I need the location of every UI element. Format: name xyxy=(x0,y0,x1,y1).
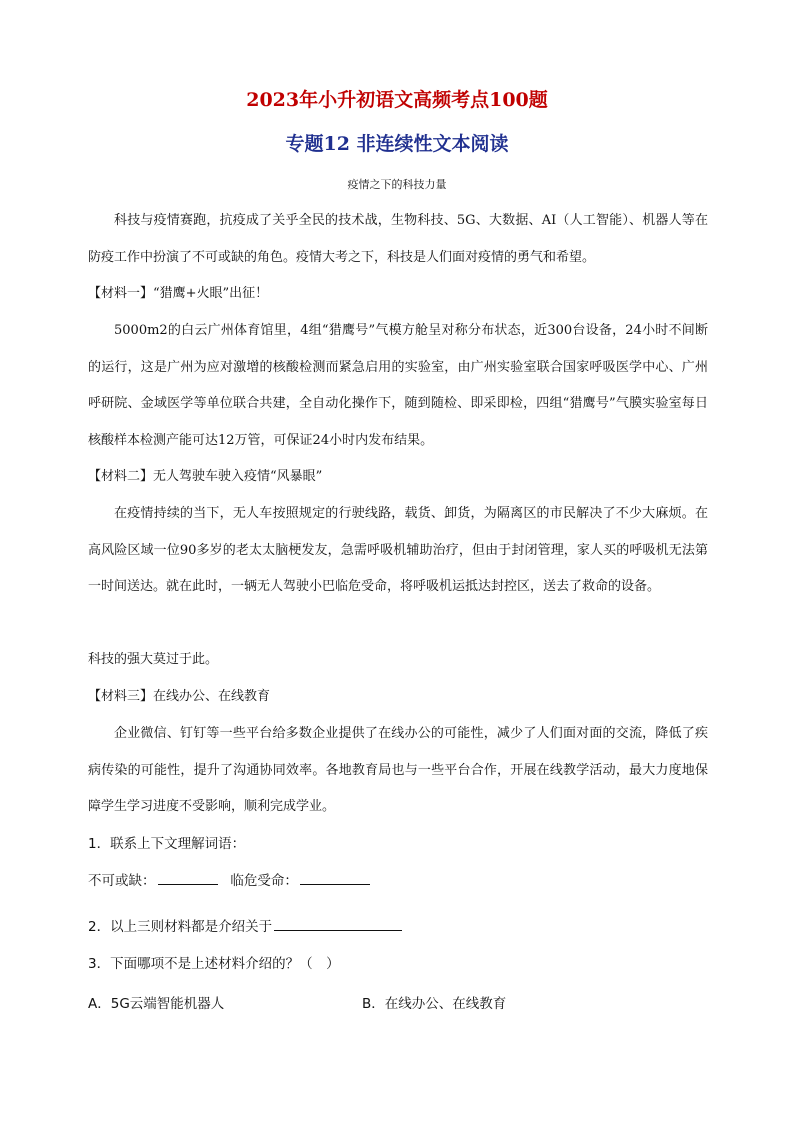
question-3-option-b[interactable]: B．在线办公、在线教育 xyxy=(362,996,507,1012)
question-1-prompt: 1．联系上下文理解词语： xyxy=(88,836,246,852)
question-3-prompt: 3．下面哪项不是上述材料介绍的？（ ） xyxy=(88,956,340,972)
material1-body: 5000m2的白云广州体育馆里，4组“猎鹰号”气模方舱呈对称分布状态，近300台设备，24小时不间断的运行，这是广州为应对激增的核酸检测而紧急启用的实验室，由广州实验室联合国家呼吸医学中心、广州呼研院、金域医学等单位联合共建，全自动化操作下，随到随检、即采即检，四组“猎鹰号”气膜实验室每日核酸样本检测产能可达12万管，可保证24小时内发布结果。 xyxy=(88,323,708,448)
document-subtitle: 专题12 非连续性文本阅读 xyxy=(285,133,509,155)
material1-heading: 【材料一】“猎鹰+火眼”出征！ xyxy=(88,286,269,301)
passage-intro: 科技与疫情赛跑，抗疫成了关乎全民的技术战，生物科技、5G、大数据、AI（人工智能）、机器人等在防疫工作中扮演了不可或缺的角色。疫情大考之下，科技是人们面对疫情的勇气和希望。 xyxy=(88,213,708,265)
question-1-answers xyxy=(88,863,708,900)
question-2-prompt: 2．以上三则材料都是介绍关于 xyxy=(88,919,273,935)
term-2-label: 临危受命： xyxy=(230,873,298,889)
material3-heading: 【材料三】在线办公、在线教育 xyxy=(88,689,271,704)
material2-heading: 【材料二】无人驾驶车驶入疫情“风暴眼” xyxy=(88,469,323,484)
term-2-answer-blank[interactable] xyxy=(300,870,370,885)
passage-title: 疫情之下的科技力量 xyxy=(347,178,447,191)
question-2-answer-blank[interactable] xyxy=(274,916,402,931)
document-title: 2023年小升初语文高频考点100题 xyxy=(246,89,548,111)
term-1-label: 不可或缺： xyxy=(88,873,156,889)
material2-body: 在疫情持续的当下，无人车按照规定的行驶线路，载货、卸货，为隔离区的市民解决了不少大麻烦。在高风险区域一位90多岁的老太太脑梗发友，急需呼吸机辅助治疗，但由于封闭管理，家人买的呼吸机无法第一时间送达。就在此时，一辆无人驾驶小巴临危受命，将呼吸机运抵达封控区，送去了救命的设备。 xyxy=(88,506,708,594)
material2-closing: 科技的强大莫过于此。 xyxy=(88,652,219,667)
question-3-option-a[interactable]: A．5G云端智能机器人 xyxy=(88,996,225,1012)
question-2 xyxy=(88,909,708,946)
term-1-answer-blank[interactable] xyxy=(158,870,218,885)
material3-body: 企业微信、钉钉等一些平台给多数企业提供了在线办公的可能性，减少了人们面对面的交流，降低了疾病传染的可能性，提升了沟通协同效率。各地教育局也与一些平台合作，开展在线教学活动，最大力度地保障学生学习进度不受影响，顺利完成学业。 xyxy=(88,726,708,814)
